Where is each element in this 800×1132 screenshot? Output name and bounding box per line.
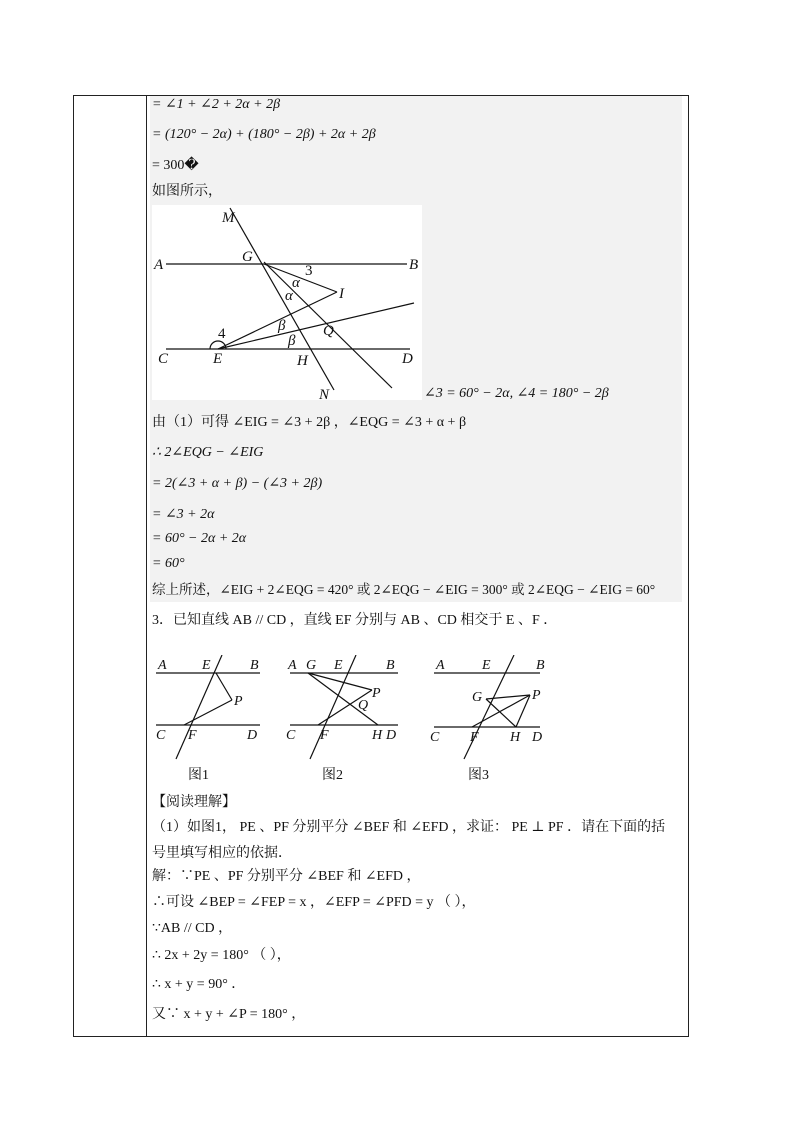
angle-values: ∠3 = 60° − 2α, ∠4 = 180° − 2β xyxy=(424,386,609,401)
label-alpha-1: α xyxy=(292,275,300,291)
figure-1 xyxy=(152,655,262,785)
fig3-caption: 图3 xyxy=(468,768,489,783)
solution-line-4: ∴ 2x + 2y = 180° （ ）， xyxy=(152,948,291,963)
label-I: I xyxy=(339,286,344,302)
fig2-caption: 图2 xyxy=(322,768,343,783)
fig3-label-F: F xyxy=(470,730,479,745)
solution-line-5: ∴ x + y = 90° ． xyxy=(152,977,246,992)
derivation-line-5: = 60° − 2α + 2α xyxy=(152,531,247,546)
fig2-label-G: G xyxy=(306,658,317,673)
fig1-label-B: B xyxy=(250,658,259,673)
fig3-label-B: B xyxy=(536,658,545,673)
eq-line-2: = (120° − 2α) + (180° − 2β) + 2α + 2β xyxy=(152,127,376,142)
label-alpha-2: α xyxy=(285,288,293,304)
solution-line-2: ∴可设 ∠BEP = ∠FEP = x ，∠EFP = ∠PFD = y （ ）， xyxy=(152,895,476,910)
label-D: D xyxy=(402,351,413,367)
summary-line: 综上所述，∠EIG + 2∠EQG = 420° 或 2∠EQG − ∠EIG = 300° 或 2∠EQG − ∠EIG = 60° xyxy=(152,582,656,597)
figure-2 xyxy=(286,655,406,785)
label-Q: Q xyxy=(323,323,334,339)
fig2-label-B: B xyxy=(386,658,395,673)
fig2-label-A: A xyxy=(288,658,297,673)
fig3-label-A: A xyxy=(436,658,445,673)
solution-line-1: 解：∵PE 、PF 分别平分 ∠BEF 和 ∠EFD ， xyxy=(152,869,421,884)
problem-3-statement: 3．已知直线 AB // CD ，直线 EF 分别与 AB 、CD 相交于 E 、F ． xyxy=(152,613,558,628)
derivation-line-1: 由（1）可得 ∠EIG = ∠3 + 2β ，∠EQG = ∠3 + α + β xyxy=(152,415,467,430)
label-3: 3 xyxy=(305,263,313,279)
fig2-label-P: P xyxy=(372,686,381,701)
fig2-label-E: E xyxy=(334,658,343,673)
fig2-label-F: F xyxy=(320,728,329,743)
label-E: E xyxy=(213,351,223,367)
derivation-line-4: = ∠3 + 2α xyxy=(152,507,215,522)
label-H: H xyxy=(297,353,308,369)
fig1-label-F: F xyxy=(188,728,197,743)
fig1-label-C: C xyxy=(156,728,166,743)
fig1-label-A: A xyxy=(158,658,167,673)
figure-3 xyxy=(428,655,553,785)
as-shown-text: 如图所示， xyxy=(152,184,222,199)
eq-line-3: = 300� xyxy=(152,158,199,173)
fig2-label-H: H xyxy=(372,728,383,743)
fig3-label-H: H xyxy=(510,730,521,745)
label-4: 4 xyxy=(218,326,226,342)
label-A: A xyxy=(154,257,164,273)
fig3-label-C: C xyxy=(430,730,440,745)
fig1-label-D: D xyxy=(247,728,258,743)
derivation-line-2: ∴ 2∠EQG − ∠EIG xyxy=(152,445,264,460)
fig2-label-C: C xyxy=(286,728,296,743)
solution-line-6: 又∵ x + y + ∠P = 180° ， xyxy=(152,1007,306,1022)
main-figure xyxy=(152,205,422,400)
derivation-line-3: = 2(∠3 + α + β) − (∠3 + 2β) xyxy=(152,476,323,491)
label-N: N xyxy=(319,387,330,400)
fig3-label-G: G xyxy=(472,690,483,705)
label-B: B xyxy=(409,257,419,273)
label-M: M xyxy=(222,210,235,226)
eq-line-1: = ∠1 + ∠2 + 2α + 2β xyxy=(152,97,281,112)
fig3-label-E: E xyxy=(482,658,491,673)
part-1-question-cont: 号里填写相应的依据． xyxy=(152,846,292,861)
fig3-label-P: P xyxy=(532,688,541,703)
solution-line-3: ∵AB // CD ， xyxy=(152,921,233,936)
reading-comprehension-heading: 【阅读理解】 xyxy=(152,795,236,810)
label-beta-2: β xyxy=(288,333,296,349)
derivation-line-6: = 60° xyxy=(152,556,185,571)
label-beta-1: β xyxy=(278,318,286,334)
table-column-divider xyxy=(146,95,147,1037)
label-G: G xyxy=(242,249,253,265)
fig2-label-D: D xyxy=(386,728,397,743)
fig1-caption: 图1 xyxy=(188,768,209,783)
fig2-label-Q: Q xyxy=(358,698,369,713)
fig1-label-E: E xyxy=(202,658,211,673)
part-1-question: （1）如图1， PE 、PF 分别平分 ∠BEF 和 ∠EFD ，求证： PE ⊥ PF ．请在下面的括 xyxy=(152,820,666,835)
fig1-label-P: P xyxy=(234,694,243,709)
fig3-label-D: D xyxy=(532,730,543,745)
label-C: C xyxy=(158,351,169,367)
